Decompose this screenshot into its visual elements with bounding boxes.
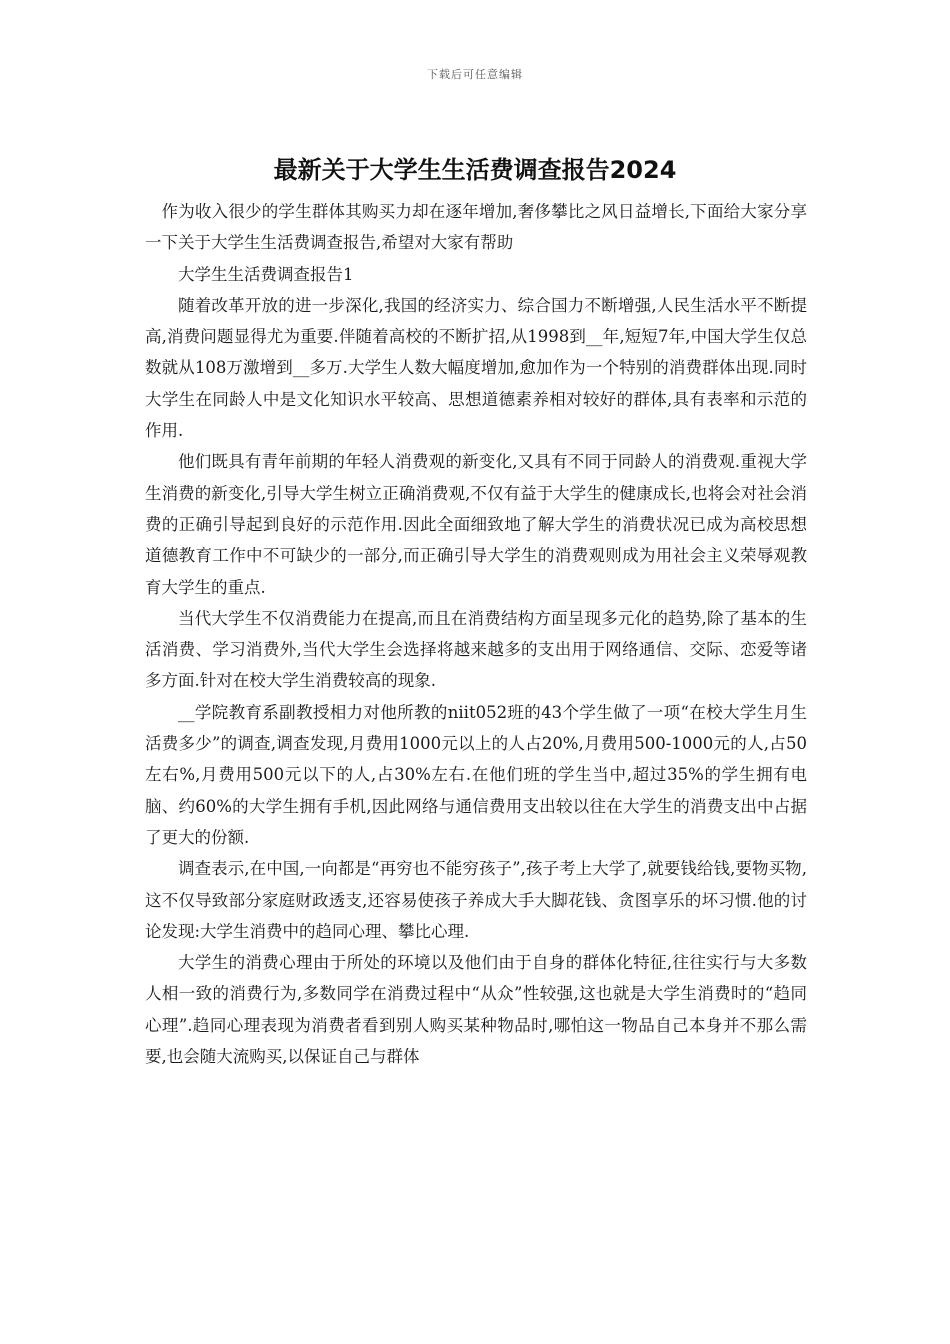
body-paragraph: 他们既具有青年前期的年轻人消费观的新变化,又具有不同于同龄人的消费观.重视大学生消费的新变化,引导大学生树立正确消费观,不仅有益于大学生的健康成长,也将会对社会消费的正确引导起到良好的示范作用.因此全面细致地了解大学生的消费状况已成为高校思想道德教育工作中不可缺少的一部分,而正确引导大学生的消费观则成为用社会主义荣辱观教育大学生的重点. — [145, 452, 807, 597]
intro-paragraph: 作为收入很少的学生群体其购买力却在逐年增加,奢侈攀比之风日益增长,下面给大家分享一下关于大学生生活费调查报告,希望对大家有帮助 — [145, 202, 807, 253]
body-paragraph: 调查表示,在中国,一向都是“再穷也不能穷孩子”,孩子考上大学了,就要钱给钱,要物买物,这不仅导致部分家庭财政透支,还容易使孩子养成大手大脚花钱、贪图享乐的坏习惯.他的讨论发现:大学生消费中的趋同心理、攀比心理. — [145, 859, 807, 941]
section-heading: 大学生生活费调查报告1 — [178, 264, 354, 284]
document-body — [145, 196, 807, 1072]
body-paragraph: __学院教育系副教授相力对他所教的niit052班的43个学生做了一项“在校大学生月生活费多少”的调查,调查发现,月费用1000元以上的人占20%,月费用500-1000元的人,占50左右%,月费用500元以下的人,占30%左右.在他们班的学生当中,超过35%的学生拥有电脑、约60%的大学生拥有手机,因此网络与通信费用支出较以往在大学生的消费支出中占据了更大的份额. — [145, 702, 807, 847]
body-paragraph: 当代大学生不仅消费能力在提高,而且在消费结构方面呈现多元化的趋势,除了基本的生活消费、学习消费外,当代大学生会选择将越来越多的支出用于网络通信、交际、恋爱等诸多方面.针对在校大学生消费较高的现象. — [145, 608, 807, 691]
body-paragraph: 大学生的消费心理由于所处的环境以及他们由于自身的群体化特征,往往实行与大多数人相一致的消费行为,多数同学在消费过程中“从众”性较强,这也就是大学生消费时的“趋同心理”.趋同心理表现为消费者看到别人购买某种物品时,哪怕这一物品自己本身并不那么需要,也会随大流购买,以保证自己与群体 — [145, 953, 807, 1067]
document-title: 最新关于大学生生活费调查报告2024 — [273, 156, 677, 184]
header-note: 下载后可任意编辑 — [427, 68, 523, 81]
body-paragraph: 随着改革开放的进一步深化,我国的经济实力、综合国力不断增强,人民生活水平不断提高,消费问题显得尤为重要.伴随着高校的不断扩招,从1998到__年,短短7年,中国大学生仅总数就从108万激增到__多万.大学生人数大幅度增加,愈加作为一个特别的消费群体出现.同时大学生在同龄人中是文化知识水平较高、思想道德素养相对较好的群体,具有表率和示范的作用. — [145, 295, 807, 441]
